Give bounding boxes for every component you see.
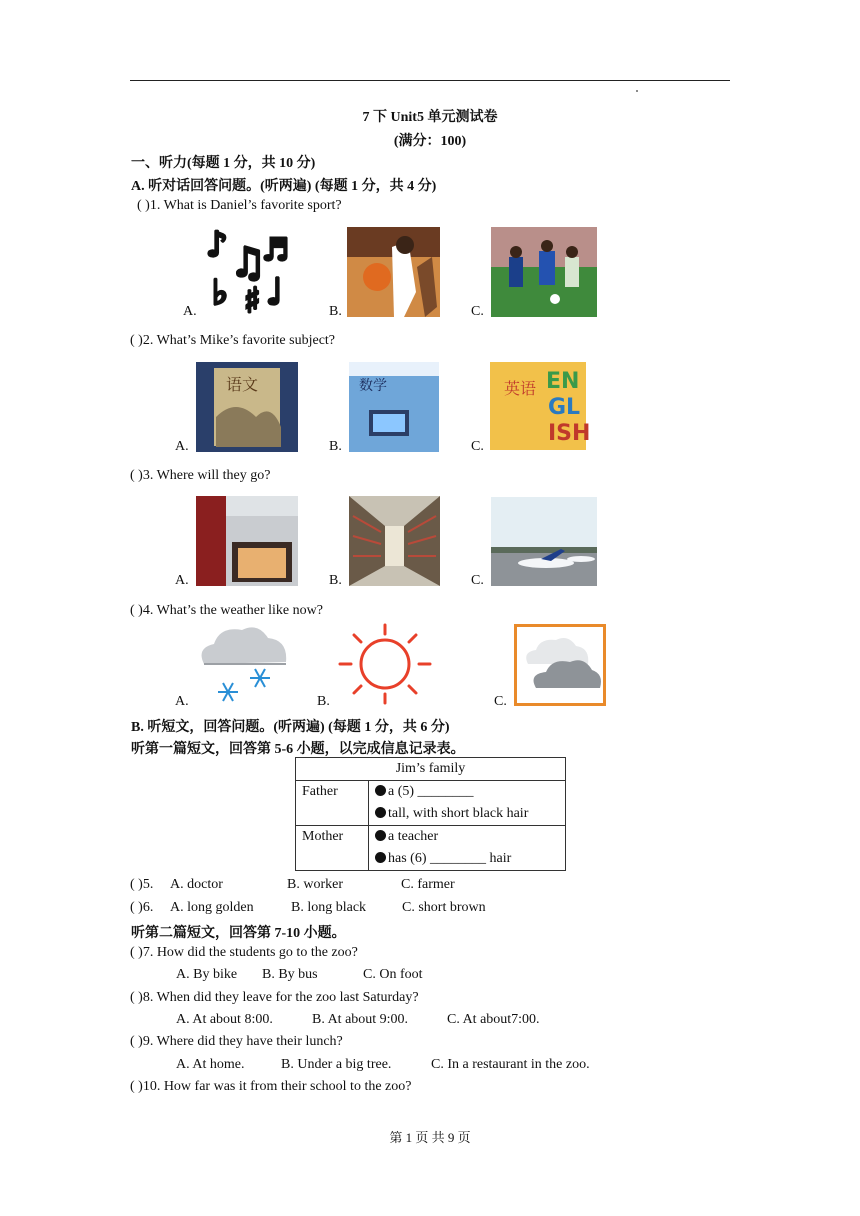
svg-text:ISH: ISH (548, 421, 591, 446)
section-heading: 一、听力(每题 1 分，共 10 分) (131, 156, 316, 171)
option-3a: A. (175, 573, 189, 588)
question-6-number: ( )6. (130, 900, 154, 915)
option-6a: A. long golden (170, 900, 254, 915)
basketball-image (347, 227, 440, 317)
option-9a: A. At home. (176, 1057, 245, 1072)
question-2: ( )2. What’s Mike’s favorite subject? (130, 333, 336, 348)
part-a-heading: A. 听对话回答问题。(听两遍) (每题 1 分，共 4 分) (131, 179, 437, 194)
table-row-label: Father (296, 781, 369, 826)
option-7a: A. By bike (176, 967, 238, 982)
option-7c: C. On foot (363, 967, 423, 982)
part-b-heading: B. 听短文，回答问题。(听两遍) (每题 1 分，共 6 分) (131, 720, 450, 735)
option-2b: B. (329, 439, 342, 454)
info-record-table (295, 757, 566, 871)
option-5a: A. doctor (170, 877, 223, 892)
table-item: has (6) ________ hair (375, 848, 559, 870)
svg-text:♬: ♬ (262, 233, 289, 268)
question-3: ( )3. Where will they go? (130, 468, 271, 483)
table-row (296, 781, 566, 826)
option-2a: A. (175, 439, 189, 454)
chinese-book-image (196, 362, 298, 452)
cloudy-icon (514, 624, 606, 706)
option-8a: A. At about 8:00. (176, 1012, 273, 1027)
question-5-number: ( )5. (130, 877, 154, 892)
bullet-icon (375, 807, 386, 818)
svg-text:♫: ♫ (230, 240, 266, 286)
option-1a: A. (183, 304, 197, 319)
table-item: tall, with short black hair (375, 803, 559, 825)
math-book-label: 数学 (359, 378, 387, 394)
option-9c: C. In a restaurant in the zoo. (431, 1057, 590, 1072)
option-6b: B. long black (291, 900, 367, 915)
chinese-book-label: 语文 (226, 375, 259, 394)
question-10: ( )10. How far was it from their school to the zoo? (130, 1079, 412, 1094)
option-8b: B. At about 9:00. (312, 1012, 409, 1027)
question-9: ( )9. Where did they have their lunch? (130, 1034, 343, 1049)
option-4a: A. (175, 694, 189, 709)
page-footer: 第 1 页 共 9 页 (389, 1130, 471, 1145)
snow-icon (194, 622, 290, 710)
question-7: ( )7. How did the students go to the zoo? (130, 945, 358, 960)
table-item: a teacher (375, 826, 559, 848)
table-row (296, 826, 566, 871)
svg-text:♪: ♪ (206, 225, 228, 265)
question-1: ( )1. What is Daniel’s favorite sport? (137, 198, 342, 213)
option-9b: B. Under a big tree. (281, 1057, 392, 1072)
soccer-image (491, 227, 597, 317)
question-8: ( )8. When did they leave for the zoo last Saturday? (130, 990, 419, 1005)
option-2c: C. (471, 439, 484, 454)
airport-image (491, 497, 597, 586)
svg-text:EN: EN (546, 369, 580, 394)
svg-text:GL: GL (548, 395, 581, 420)
bullet-icon (375, 830, 386, 841)
option-5c: C. farmer (401, 877, 455, 892)
option-7b: B. By bus (262, 967, 318, 982)
svg-text:♩: ♩ (266, 272, 283, 313)
option-6c: C. short brown (402, 900, 486, 915)
part-b-intro-1: 听第一篇短文，回答第 5-6 小题，以完成信息记录表。 (131, 742, 465, 757)
page-title: 7 下 Unit5 单元测试卷 (362, 110, 498, 125)
svg-text:♯: ♯ (244, 281, 261, 321)
part-b-intro-2: 听第二篇短文，回答第 7-10 小题。 (131, 926, 346, 941)
option-8c: C. At about7:00. (447, 1012, 540, 1027)
option-3c: C. (471, 573, 484, 588)
library-image (349, 496, 440, 586)
english-book-label: 英语 (504, 379, 537, 398)
table-row-label: Mother (296, 826, 369, 871)
page-subtitle: (满分：100) (393, 134, 467, 149)
sun-icon (336, 623, 434, 705)
option-5b: B. worker (287, 877, 343, 892)
table-item: a (5) ________ (375, 781, 559, 803)
math-book-image (349, 362, 439, 452)
building-image (196, 496, 298, 586)
music-notes-image (200, 225, 298, 321)
svg-text:♭: ♭ (212, 273, 229, 313)
option-1c: C. (471, 304, 484, 319)
bullet-icon (375, 852, 386, 863)
option-4c: C. (494, 694, 507, 709)
header-dot (636, 90, 638, 92)
table-title: Jim’s family (296, 758, 566, 781)
header-rule (130, 80, 730, 81)
option-1b: B. (329, 304, 342, 319)
bullet-icon (375, 785, 386, 796)
english-book-image (490, 362, 591, 450)
option-3b: B. (329, 573, 342, 588)
question-4: ( )4. What’s the weather like now? (130, 603, 323, 618)
option-4b: B. (317, 694, 330, 709)
